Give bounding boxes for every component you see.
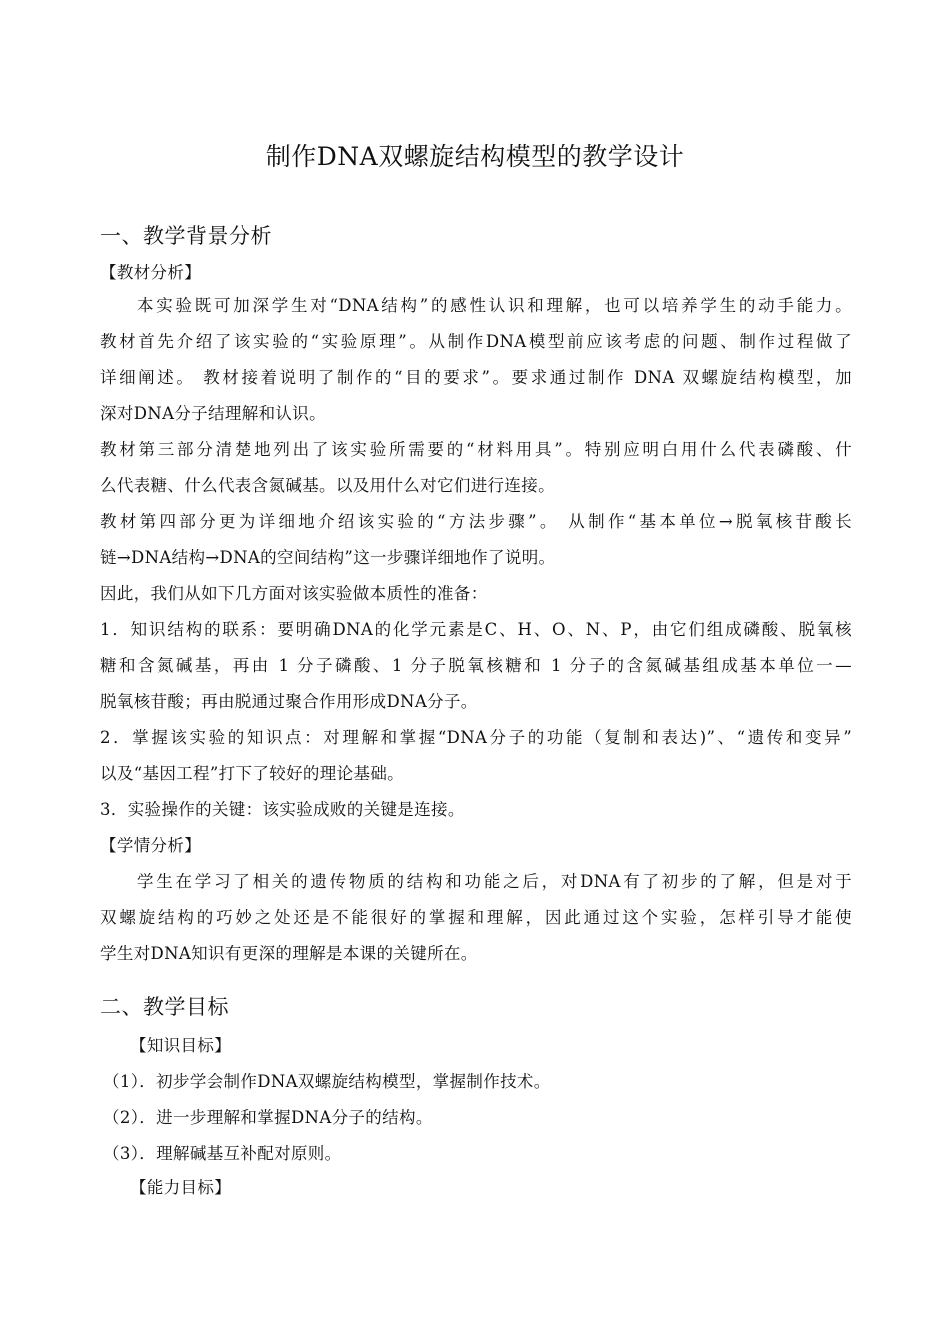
paragraph-line: 详细阐述。 教材接着说明了制作的“目的要求”。要求通过制作 DNA 双螺旋结构模型，加 [100, 368, 852, 387]
paragraph-line: 链→DNA结构→DNA的空间结构”这一步骤详细地作了说明。 [100, 548, 556, 567]
paragraph-line: 学生对DNA知识有更深的理解是本课的关键所在。 [100, 944, 478, 963]
objective-item: （2）．进一步理解和掌握DNA分子的结构。 [103, 1108, 433, 1127]
list-item-line: 3．实验操作的关键：该实验成败的关键是连接。 [100, 800, 465, 819]
paragraph-line: 本实验既可加深学生对“DNA结构”的感性认识和理解，也可以培养学生的动手能力。 [137, 296, 852, 315]
student-analysis-label: 【学情分析】 [100, 836, 202, 855]
objective-item: （3）．理解碱基互补配对原则。 [103, 1144, 342, 1163]
paragraph-line: 教材首先介绍了该实验的“实验原理”。从制作DNA模型前应该考虑的问题、制作过程做了 [100, 332, 852, 351]
list-item-line: 脱氧核苷酸；再由脱通过聚合作用形成DNA分子。 [100, 692, 478, 711]
paragraph-line: 深对DNA分子结理解和认识。 [100, 404, 326, 423]
ability-objectives-label: 【能力目标】 [130, 1178, 232, 1197]
paragraph-line: 教材第四部分更为详细地介绍该实验的“方法步骤”。 从制作“基本单位→脱氧核苷酸长 [100, 512, 852, 531]
section-heading-objectives: 二、教学目标 [100, 995, 229, 1019]
paragraph-line: 因此，我们从如下几方面对该实验做本质性的准备： [100, 584, 488, 603]
list-item-line: 1．知识结构的联系：要明确DNA的化学元素是C、H、O、N、P，由它们组成磷酸、脱氧核 [100, 620, 852, 639]
list-item-line: 2．掌握该实验的知识点：对理解和掌握“DNA分子的功能（复制和表达)”、“遗传和变异” [100, 728, 852, 747]
paragraph-line: 双螺旋结构的巧妙之处还是不能很好的掌握和理解，因此通过这个实验，怎样引导才能使 [100, 908, 852, 927]
paragraph-line: 教材第三部分清楚地列出了该实验所需要的“材料用具”。特别应明白用什么代表磷酸、什 [100, 440, 852, 459]
objective-item: （1）．初步学会制作DNA双螺旋结构模型，掌握制作技术。 [103, 1072, 551, 1091]
document-title: 制作DNA双螺旋结构模型的教学设计 [265, 142, 685, 171]
list-item-line: 以及“基因工程”打下了较好的理论基础。 [100, 764, 405, 783]
paragraph-line: 么代表糖、什么代表含氮碱基。以及用什么对它们进行连接。 [100, 476, 555, 495]
material-analysis-label: 【教材分析】 [100, 263, 202, 282]
paragraph-line: 学生在学习了相关的遗传物质的结构和功能之后，对DNA有了初步的了解，但是对于 [137, 872, 852, 891]
section-heading-background: 一、教学背景分析 [100, 224, 272, 248]
knowledge-objectives-label: 【知识目标】 [130, 1036, 232, 1055]
list-item-line: 糖和含氮碱基，再由 1 分子磷酸、1 分子脱氧核糖和 1 分子的含氮碱基组成基本单位一— [100, 656, 852, 675]
